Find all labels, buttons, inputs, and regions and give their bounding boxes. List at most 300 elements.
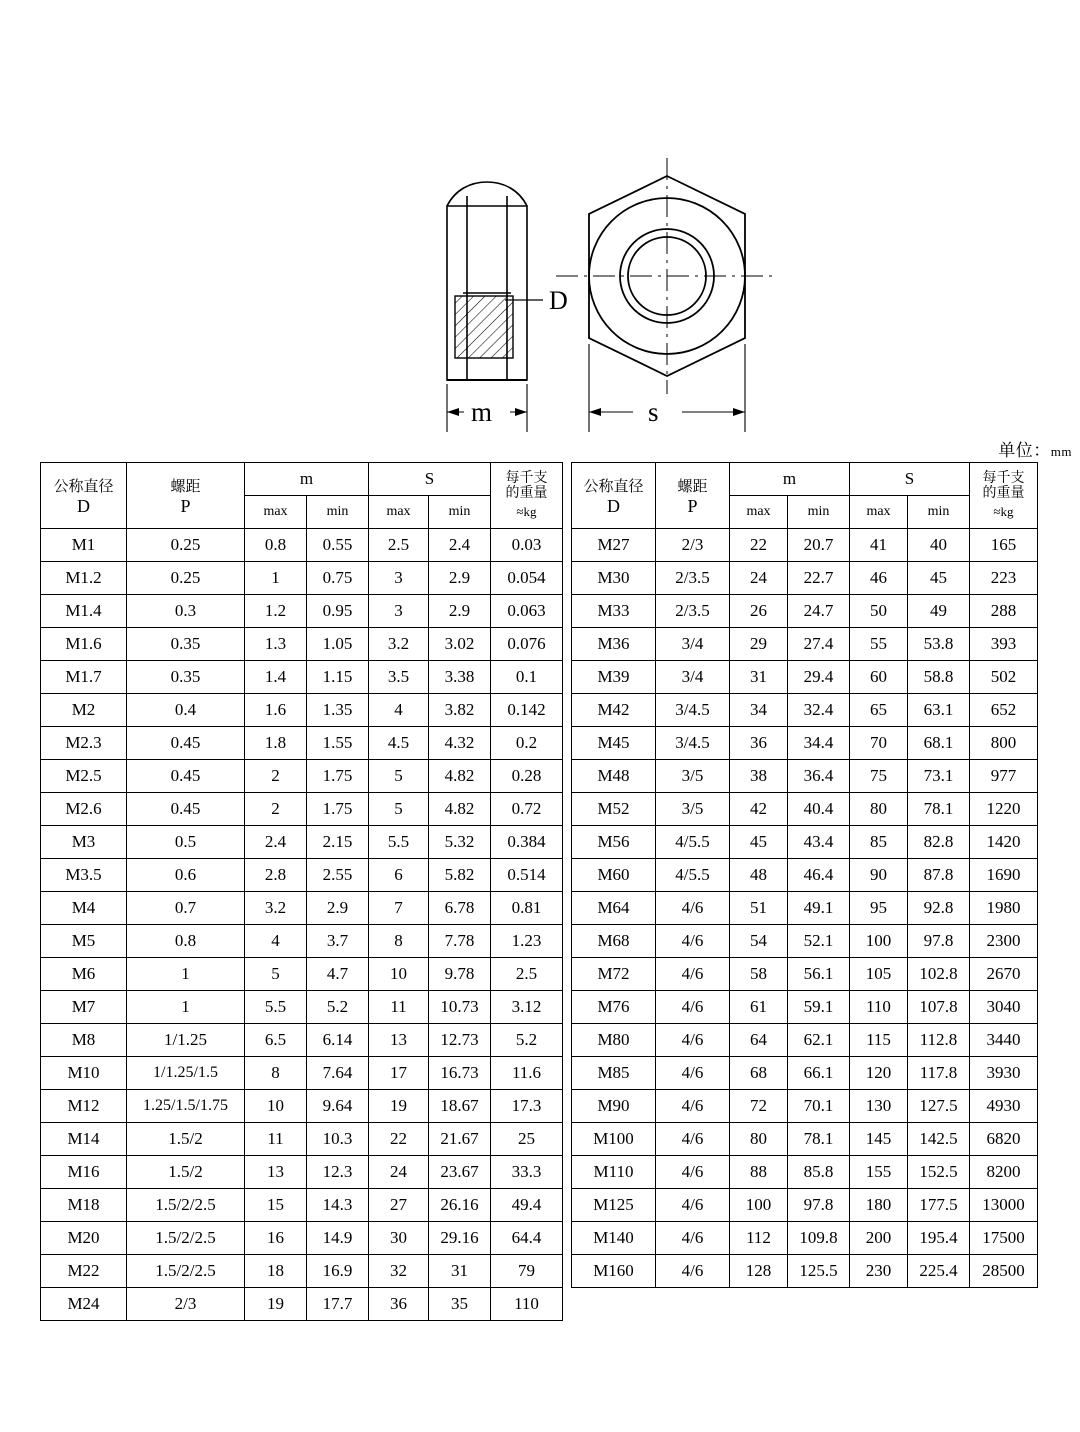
table-cell: 3.82 bbox=[429, 694, 491, 727]
header-diameter-cn: 公称直径 bbox=[53, 476, 114, 495]
table-row bbox=[572, 661, 1038, 694]
table-cell: 0.142 bbox=[491, 694, 563, 727]
table-cell: 6.14 bbox=[307, 1024, 369, 1057]
table-cell: 1.5/2 bbox=[127, 1123, 245, 1156]
table-row bbox=[41, 1090, 563, 1123]
table-cell: 0.45 bbox=[127, 760, 245, 793]
header-m-right: m bbox=[730, 463, 850, 496]
table-cell: 56.1 bbox=[788, 958, 850, 991]
table-cell: 78.1 bbox=[788, 1123, 850, 1156]
header-m-min-left: min bbox=[307, 496, 369, 529]
table-cell: 177.5 bbox=[908, 1189, 970, 1222]
table-cell: 18.67 bbox=[429, 1090, 491, 1123]
table-cell: 102.8 bbox=[908, 958, 970, 991]
table-cell: M10 bbox=[41, 1057, 127, 1090]
table-cell: 0.054 bbox=[491, 562, 563, 595]
table-cell: 3.12 bbox=[491, 991, 563, 1024]
table-cell: 8 bbox=[369, 925, 429, 958]
table-cell: M90 bbox=[572, 1090, 656, 1123]
table-cell: 125.5 bbox=[788, 1255, 850, 1288]
table-cell: 0.6 bbox=[127, 859, 245, 892]
table-cell: 12.3 bbox=[307, 1156, 369, 1189]
table-cell: 10 bbox=[245, 1090, 307, 1123]
table-cell: 51 bbox=[730, 892, 788, 925]
header-diameter-cn: 公称直径 bbox=[583, 476, 644, 495]
table-cell: 2.5 bbox=[491, 958, 563, 991]
table-row bbox=[41, 1057, 563, 1090]
table-cell: M56 bbox=[572, 826, 656, 859]
table-cell: 27.4 bbox=[788, 628, 850, 661]
table-cell: 393 bbox=[970, 628, 1038, 661]
table-cell: 0.45 bbox=[127, 727, 245, 760]
table-row bbox=[41, 1156, 563, 1189]
table-row bbox=[572, 562, 1038, 595]
table-cell: M80 bbox=[572, 1024, 656, 1057]
table-cell: 200 bbox=[850, 1222, 908, 1255]
table-cell: 26.16 bbox=[429, 1189, 491, 1222]
table-cell: 1.5/2/2.5 bbox=[127, 1222, 245, 1255]
table-cell: 2.9 bbox=[307, 892, 369, 925]
table-cell: 28500 bbox=[970, 1255, 1038, 1288]
table-row bbox=[572, 793, 1038, 826]
table-cell: 59.1 bbox=[788, 991, 850, 1024]
table-cell: 2 bbox=[245, 760, 307, 793]
table-cell: 0.55 bbox=[307, 529, 369, 562]
table-cell: 22 bbox=[369, 1123, 429, 1156]
table-cell: 3.7 bbox=[307, 925, 369, 958]
table-cell: 2/3 bbox=[127, 1288, 245, 1321]
table-cell: 64 bbox=[730, 1024, 788, 1057]
table-cell: 1.2 bbox=[245, 595, 307, 628]
table-cell: 2/3 bbox=[656, 529, 730, 562]
table-row bbox=[572, 694, 1038, 727]
table-cell: 4/6 bbox=[656, 892, 730, 925]
spec-table-left bbox=[40, 462, 563, 1321]
table-cell: 17500 bbox=[970, 1222, 1038, 1255]
table-cell: 54 bbox=[730, 925, 788, 958]
table-cell: 1.3 bbox=[245, 628, 307, 661]
header-pitch-cn: 螺距 bbox=[170, 476, 201, 495]
table-cell: 1.5/2/2.5 bbox=[127, 1255, 245, 1288]
table-cell: 0.03 bbox=[491, 529, 563, 562]
hex-nut-svg bbox=[0, 0, 1080, 450]
table-cell: 3.38 bbox=[429, 661, 491, 694]
table-cell: 45 bbox=[908, 562, 970, 595]
table-cell: 0.28 bbox=[491, 760, 563, 793]
table-row bbox=[41, 694, 563, 727]
table-row bbox=[41, 859, 563, 892]
table-cell: 22 bbox=[730, 529, 788, 562]
table-cell: 62.1 bbox=[788, 1024, 850, 1057]
table-cell: M125 bbox=[572, 1189, 656, 1222]
table-cell: 3440 bbox=[970, 1024, 1038, 1057]
table-cell: 3040 bbox=[970, 991, 1038, 1024]
table-cell: M30 bbox=[572, 562, 656, 595]
table-cell: 14.9 bbox=[307, 1222, 369, 1255]
table-cell: M85 bbox=[572, 1057, 656, 1090]
header-weight-right bbox=[970, 463, 1038, 529]
table-cell: 10 bbox=[369, 958, 429, 991]
table-cell: 1980 bbox=[970, 892, 1038, 925]
spec-tables bbox=[40, 462, 1045, 1321]
table-cell: 35 bbox=[429, 1288, 491, 1321]
table-cell: 152.5 bbox=[908, 1156, 970, 1189]
table-cell: 2.55 bbox=[307, 859, 369, 892]
table-cell: 36 bbox=[730, 727, 788, 760]
unit-note-text: 单位： bbox=[998, 441, 1051, 460]
table-row bbox=[41, 529, 563, 562]
table-cell: 80 bbox=[850, 793, 908, 826]
table-row bbox=[572, 1222, 1038, 1255]
table-cell: 4 bbox=[245, 925, 307, 958]
table-cell: 3/4 bbox=[656, 661, 730, 694]
table-cell: 40 bbox=[908, 529, 970, 562]
table-cell: 3.2 bbox=[369, 628, 429, 661]
header-s-min-left: min bbox=[429, 496, 491, 529]
spec-table-right bbox=[571, 462, 1038, 1288]
table-cell: 32 bbox=[369, 1255, 429, 1288]
table-cell: 70 bbox=[850, 727, 908, 760]
table-cell: 95 bbox=[850, 892, 908, 925]
table-cell: 502 bbox=[970, 661, 1038, 694]
table-cell: 10.73 bbox=[429, 991, 491, 1024]
table-cell: 32.4 bbox=[788, 694, 850, 727]
table-cell: 97.8 bbox=[788, 1189, 850, 1222]
table-cell: M6 bbox=[41, 958, 127, 991]
table-cell: M1.7 bbox=[41, 661, 127, 694]
table-cell: 0.1 bbox=[491, 661, 563, 694]
table-cell: 3930 bbox=[970, 1057, 1038, 1090]
table-cell: 85 bbox=[850, 826, 908, 859]
table-cell: M100 bbox=[572, 1123, 656, 1156]
table-cell: 4.82 bbox=[429, 760, 491, 793]
table-cell: 2/3.5 bbox=[656, 562, 730, 595]
table-cell: 223 bbox=[970, 562, 1038, 595]
header-weight-line2: 的重量 bbox=[505, 484, 548, 501]
table-row bbox=[41, 1189, 563, 1222]
table-cell: 41 bbox=[850, 529, 908, 562]
header-pitch-right bbox=[656, 463, 730, 529]
table-cell: 0.8 bbox=[127, 925, 245, 958]
table-cell: 3/5 bbox=[656, 760, 730, 793]
table-cell: 3 bbox=[369, 595, 429, 628]
table-cell: 88 bbox=[730, 1156, 788, 1189]
dimension-label-s: s bbox=[648, 397, 659, 427]
table-cell: 652 bbox=[970, 694, 1038, 727]
table-cell: 4/5.5 bbox=[656, 826, 730, 859]
table-cell: 19 bbox=[245, 1288, 307, 1321]
table-cell: 7.78 bbox=[429, 925, 491, 958]
table-cell: M4 bbox=[41, 892, 127, 925]
table-cell: 0.2 bbox=[491, 727, 563, 760]
table-cell: M1.2 bbox=[41, 562, 127, 595]
table-cell: 50 bbox=[850, 595, 908, 628]
table-cell: M3 bbox=[41, 826, 127, 859]
table-cell: M76 bbox=[572, 991, 656, 1024]
table-cell: 17.7 bbox=[307, 1288, 369, 1321]
table-cell: 14.3 bbox=[307, 1189, 369, 1222]
table-cell: 1220 bbox=[970, 793, 1038, 826]
table-cell: 1690 bbox=[970, 859, 1038, 892]
table-row bbox=[572, 925, 1038, 958]
header-pitch-sym: P bbox=[687, 495, 698, 516]
table-cell: 3.02 bbox=[429, 628, 491, 661]
table-cell: 4/6 bbox=[656, 1090, 730, 1123]
table-cell: 82.8 bbox=[908, 826, 970, 859]
table-cell: 1.35 bbox=[307, 694, 369, 727]
table-row bbox=[572, 727, 1038, 760]
table-cell: 130 bbox=[850, 1090, 908, 1123]
dimension-label-m: m bbox=[471, 397, 493, 427]
table-cell: 4/5.5 bbox=[656, 859, 730, 892]
table-cell: 16 bbox=[245, 1222, 307, 1255]
table-cell: M5 bbox=[41, 925, 127, 958]
table-cell: 5.5 bbox=[369, 826, 429, 859]
table-cell: 5.5 bbox=[245, 991, 307, 1024]
table-cell: 78.1 bbox=[908, 793, 970, 826]
table-cell: 63.1 bbox=[908, 694, 970, 727]
table-cell: 16.9 bbox=[307, 1255, 369, 1288]
header-diameter-left bbox=[41, 463, 127, 529]
table-cell: 65 bbox=[850, 694, 908, 727]
table-cell: 7 bbox=[369, 892, 429, 925]
table-cell: 1.23 bbox=[491, 925, 563, 958]
table-cell: 16.73 bbox=[429, 1057, 491, 1090]
table-cell: 4/6 bbox=[656, 925, 730, 958]
table-cell: M1 bbox=[41, 529, 127, 562]
table-cell: 68.1 bbox=[908, 727, 970, 760]
table-row bbox=[572, 991, 1038, 1024]
table-cell: M39 bbox=[572, 661, 656, 694]
table-row bbox=[41, 1255, 563, 1288]
table-cell: 7.64 bbox=[307, 1057, 369, 1090]
unit-note-unit: mm bbox=[1050, 444, 1072, 459]
table-cell: 24 bbox=[730, 562, 788, 595]
header-m-max-right: max bbox=[730, 496, 788, 529]
table-cell: 0.5 bbox=[127, 826, 245, 859]
table-cell: 1.15 bbox=[307, 661, 369, 694]
header-m-min-right: min bbox=[788, 496, 850, 529]
header-weight-line1: 每千支 bbox=[505, 469, 548, 486]
table-cell: 31 bbox=[730, 661, 788, 694]
table-cell: 4.5 bbox=[369, 727, 429, 760]
table-cell: 45 bbox=[730, 826, 788, 859]
table-cell: 6.78 bbox=[429, 892, 491, 925]
table-cell: 11.6 bbox=[491, 1057, 563, 1090]
table-cell: 24 bbox=[369, 1156, 429, 1189]
table-cell: 5 bbox=[369, 760, 429, 793]
table-cell: M1.6 bbox=[41, 628, 127, 661]
header-diameter-sym: D bbox=[607, 495, 620, 516]
table-cell: 2.15 bbox=[307, 826, 369, 859]
table-cell: 22.7 bbox=[788, 562, 850, 595]
table-cell: 1.5/2/2.5 bbox=[127, 1189, 245, 1222]
table-cell: 2.5 bbox=[369, 529, 429, 562]
table-cell: 4/6 bbox=[656, 1057, 730, 1090]
table-cell: 55 bbox=[850, 628, 908, 661]
table-cell: M27 bbox=[572, 529, 656, 562]
table-cell: 2/3.5 bbox=[656, 595, 730, 628]
table-row bbox=[572, 529, 1038, 562]
table-cell: 0.35 bbox=[127, 628, 245, 661]
table-cell: 21.67 bbox=[429, 1123, 491, 1156]
table-cell: 49.1 bbox=[788, 892, 850, 925]
table-row bbox=[572, 958, 1038, 991]
table-cell: 0.35 bbox=[127, 661, 245, 694]
table-row bbox=[41, 727, 563, 760]
table-cell: 80 bbox=[730, 1123, 788, 1156]
table-cell: 195.4 bbox=[908, 1222, 970, 1255]
table-row bbox=[572, 1024, 1038, 1057]
table-cell: 0.75 bbox=[307, 562, 369, 595]
table-cell: M42 bbox=[572, 694, 656, 727]
header-diameter-right bbox=[572, 463, 656, 529]
table-row bbox=[572, 859, 1038, 892]
table-cell: 0.95 bbox=[307, 595, 369, 628]
table-cell: 4/6 bbox=[656, 1189, 730, 1222]
table-cell: M52 bbox=[572, 793, 656, 826]
table-cell: 0.514 bbox=[491, 859, 563, 892]
table-cell: 15 bbox=[245, 1189, 307, 1222]
table-cell: 2.4 bbox=[429, 529, 491, 562]
table-cell: M2.5 bbox=[41, 760, 127, 793]
table-row bbox=[41, 925, 563, 958]
table-cell: M16 bbox=[41, 1156, 127, 1189]
table-cell: 58.8 bbox=[908, 661, 970, 694]
table-cell: 0.063 bbox=[491, 595, 563, 628]
header-s-min-right: min bbox=[908, 496, 970, 529]
table-cell: 13 bbox=[245, 1156, 307, 1189]
table-cell: 9.78 bbox=[429, 958, 491, 991]
table-cell: 17.3 bbox=[491, 1090, 563, 1123]
table-cell: M36 bbox=[572, 628, 656, 661]
table-cell: 4/6 bbox=[656, 991, 730, 1024]
table-cell: 5.2 bbox=[491, 1024, 563, 1057]
table-cell: 5.32 bbox=[429, 826, 491, 859]
table-row bbox=[41, 1123, 563, 1156]
table-cell: M160 bbox=[572, 1255, 656, 1288]
table-cell: 127.5 bbox=[908, 1090, 970, 1123]
table-cell: 6820 bbox=[970, 1123, 1038, 1156]
table-cell: 87.8 bbox=[908, 859, 970, 892]
table-cell: 112 bbox=[730, 1222, 788, 1255]
table-cell: 1.8 bbox=[245, 727, 307, 760]
table-cell: 230 bbox=[850, 1255, 908, 1288]
table-cell: 3/4.5 bbox=[656, 727, 730, 760]
table-cell: 145 bbox=[850, 1123, 908, 1156]
table-cell: 1/1.25/1.5 bbox=[127, 1057, 245, 1090]
table-cell: 17 bbox=[369, 1057, 429, 1090]
table-cell: 0.25 bbox=[127, 529, 245, 562]
table-cell: 2670 bbox=[970, 958, 1038, 991]
table-cell: M2.6 bbox=[41, 793, 127, 826]
table-cell: M2.3 bbox=[41, 727, 127, 760]
table-cell: 29.4 bbox=[788, 661, 850, 694]
table-cell: 1.75 bbox=[307, 793, 369, 826]
table-cell: M48 bbox=[572, 760, 656, 793]
table-cell: 1 bbox=[127, 991, 245, 1024]
header-weight-unit: ≈kg bbox=[516, 503, 537, 519]
table-cell: 1 bbox=[127, 958, 245, 991]
table-cell: 1420 bbox=[970, 826, 1038, 859]
table-cell: 288 bbox=[970, 595, 1038, 628]
table-cell: 30 bbox=[369, 1222, 429, 1255]
table-cell: 27 bbox=[369, 1189, 429, 1222]
table-cell: M45 bbox=[572, 727, 656, 760]
table-cell: M7 bbox=[41, 991, 127, 1024]
table-cell: 13000 bbox=[970, 1189, 1038, 1222]
table-cell: 4.32 bbox=[429, 727, 491, 760]
header-weight-left bbox=[491, 463, 563, 529]
table-cell: 0.45 bbox=[127, 793, 245, 826]
table-cell: 5 bbox=[369, 793, 429, 826]
table-row bbox=[572, 826, 1038, 859]
table-cell: 4/6 bbox=[656, 1123, 730, 1156]
table-cell: 72 bbox=[730, 1090, 788, 1123]
table-row bbox=[41, 1288, 563, 1321]
table-cell: 58 bbox=[730, 958, 788, 991]
table-cell: 8200 bbox=[970, 1156, 1038, 1189]
table-cell: 90 bbox=[850, 859, 908, 892]
table-cell: 0.8 bbox=[245, 529, 307, 562]
table-cell: 97.8 bbox=[908, 925, 970, 958]
table-cell: 977 bbox=[970, 760, 1038, 793]
header-s-right: S bbox=[850, 463, 970, 496]
table-cell: 73.1 bbox=[908, 760, 970, 793]
table-cell: 0.72 bbox=[491, 793, 563, 826]
table-cell: 70.1 bbox=[788, 1090, 850, 1123]
table-row bbox=[41, 958, 563, 991]
dimension-label-D: D bbox=[549, 286, 568, 315]
table-cell: M18 bbox=[41, 1189, 127, 1222]
header-pitch-sym: P bbox=[180, 495, 191, 516]
table-cell: M20 bbox=[41, 1222, 127, 1255]
table-cell: M12 bbox=[41, 1090, 127, 1123]
table-cell: M14 bbox=[41, 1123, 127, 1156]
table-cell: 12.73 bbox=[429, 1024, 491, 1057]
header-s-max-left: max bbox=[369, 496, 429, 529]
table-body-right bbox=[572, 529, 1038, 1288]
table-cell: M72 bbox=[572, 958, 656, 991]
table-cell: 105 bbox=[850, 958, 908, 991]
table-cell: 2300 bbox=[970, 925, 1038, 958]
table-cell: 142.5 bbox=[908, 1123, 970, 1156]
table-cell: 1.5/2 bbox=[127, 1156, 245, 1189]
table-cell: 48 bbox=[730, 859, 788, 892]
table-cell: 0.384 bbox=[491, 826, 563, 859]
table-cell: M68 bbox=[572, 925, 656, 958]
header-weight-line2: 的重量 bbox=[982, 484, 1025, 501]
table-cell: M24 bbox=[41, 1288, 127, 1321]
table-cell: 225.4 bbox=[908, 1255, 970, 1288]
table-cell: 11 bbox=[369, 991, 429, 1024]
table-cell: 43.4 bbox=[788, 826, 850, 859]
table-cell: 31 bbox=[429, 1255, 491, 1288]
table-cell: 20.7 bbox=[788, 529, 850, 562]
table-cell: 155 bbox=[850, 1156, 908, 1189]
table-row bbox=[41, 1222, 563, 1255]
table-cell: 110 bbox=[850, 991, 908, 1024]
table-cell: 49 bbox=[908, 595, 970, 628]
table-cell: 36.4 bbox=[788, 760, 850, 793]
table-cell: 4/6 bbox=[656, 1222, 730, 1255]
table-cell: M110 bbox=[572, 1156, 656, 1189]
table-cell: 6 bbox=[369, 859, 429, 892]
table-cell: 4/6 bbox=[656, 958, 730, 991]
table-cell: 0.4 bbox=[127, 694, 245, 727]
table-cell: 2 bbox=[245, 793, 307, 826]
table-cell: 34.4 bbox=[788, 727, 850, 760]
